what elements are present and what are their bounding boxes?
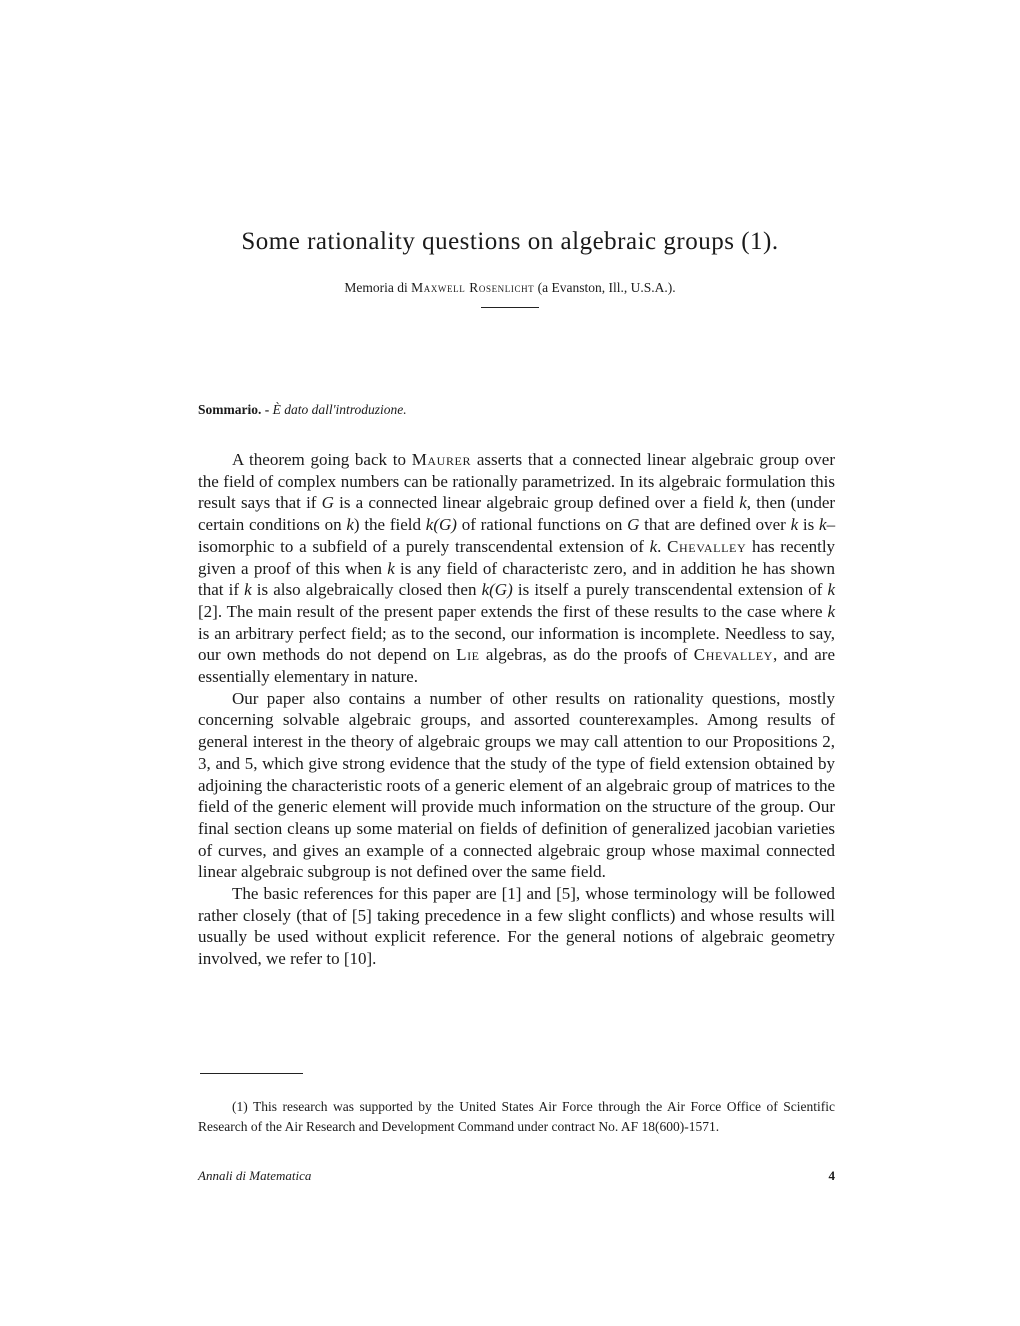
paragraph-1 (198, 449, 835, 688)
math-k: k (346, 515, 354, 535)
journal-name: Annali di Matematica (198, 1168, 312, 1183)
math-k: k (790, 515, 799, 535)
author-prefix: Memoria di (344, 280, 408, 295)
p1-text-p: [2]. The main result of the present paper extends the first of these results to the case where (198, 601, 823, 621)
body-text (198, 449, 835, 970)
math-k: k (649, 536, 658, 556)
name-chevalley: Chevalley (693, 645, 773, 665)
p1-text-f: of rational functions on (461, 515, 623, 535)
p1-text-l: has recently given a proof of this when (198, 536, 836, 578)
footnote (198, 1097, 835, 1137)
math-kg: k(G) (481, 580, 513, 600)
page-footer (198, 1168, 835, 1184)
author-line (0, 280, 1020, 296)
p1-text-o: is itself a purely transcendental extension of (517, 580, 823, 600)
p1-text-c: is a connected linear algebraic group defined over a field (339, 493, 735, 513)
paragraph-2: Our paper also contains a number of other results on rationality questions, mostly concerning solvable algebraic groups, and assorted counterexamples. Among results of general interest in the theory of algebraic groups we may call attention to our Propositions 2, 3, and 5, which give strong evidence that the study of the type of field extension obtained by adjoining the characteristic roots of a generic element of an algebraic group of matrices to the field of the generic element will provide much information on the structure of the group. Our final section cleans up some material on fields of definition of generalized jacobian varieties of curves, and gives an example of a connected algebraic group whose maximal connected linear algebraic subgroup is not defined over the same field. (198, 688, 835, 882)
paper-title-text: Some rationality questions on algebraic groups (241, 228, 735, 255)
author-name: Maxwell Rosenlicht (411, 280, 535, 295)
name-maurer: Maurer (411, 450, 472, 469)
p1-text-i: –isomorphic to a subfield of a purely transcendental extension of (198, 515, 836, 556)
summary-text: È dato dall'introduzione. (272, 402, 407, 417)
p1-text-d: , then (under certain conditions on (198, 493, 836, 535)
summary (198, 402, 407, 418)
p1-text-s: , and are essentially elementary in nature. (198, 645, 835, 687)
footnote-marker: (1) (232, 1099, 248, 1114)
paper-title (0, 228, 1020, 256)
math-k: k (387, 558, 395, 578)
p1-text-b: asserts that a connected linear algebraic group over the field of complex numbers can be rationally parametrized. In its algebraic formulation this result says that if (198, 450, 836, 513)
p1-text-q: is an arbitrary perfect field; as to the second, our information is incomplete. Needless to say, our own methods do not depend on (198, 623, 835, 665)
name-chevalley: Chevalley (667, 536, 747, 556)
page-number: 4 (828, 1168, 835, 1183)
math-g: G (627, 515, 640, 535)
footnote-divider (200, 1073, 303, 1074)
summary-label: Sommario. - (198, 402, 270, 417)
p1-text-h: is (802, 515, 815, 535)
math-k: k (244, 580, 252, 600)
math-k: k (827, 580, 836, 600)
math-k: k (827, 601, 835, 621)
p1-text-a: A theorem going back to (232, 450, 406, 469)
title-period: . (771, 228, 779, 255)
math-k: k (819, 515, 827, 535)
p1-text-m: is any field of characteristc zero, and in addition he has shown that if (198, 558, 836, 600)
p1-text-e: ) the field (353, 515, 422, 535)
p1-text-g: that are defined over (644, 515, 786, 535)
paragraph-3: The basic references for this paper are [1] and [5], whose terminology will be followed rather closely (that of [5] taking precedence in a few slight conflicts) and whose results will usually be used without explicit reference. For the general notions of algebraic geometry involved, we refer to [10]. (198, 884, 835, 969)
p1-text-r: algebras, as do the proofs of (485, 645, 688, 665)
math-g: G (321, 493, 334, 513)
math-kg: k(G) (425, 515, 457, 535)
math-k: k (739, 493, 747, 513)
title-footnote-ref: (1) (741, 228, 772, 255)
p1-text-j: . (657, 536, 662, 556)
author-affiliation: (a Evanston, Ill., U.S.A.). (537, 280, 676, 295)
footnote-text: This research was supported by the United States Air Force through the Air Force Office of Scientific Research of the Air Research and Development Command under contract No. AF 18(600)-1571. (198, 1099, 835, 1134)
p1-text-n: is also algebraically closed then (256, 580, 477, 600)
title-divider (481, 307, 539, 308)
name-lie: Lie (456, 645, 480, 665)
